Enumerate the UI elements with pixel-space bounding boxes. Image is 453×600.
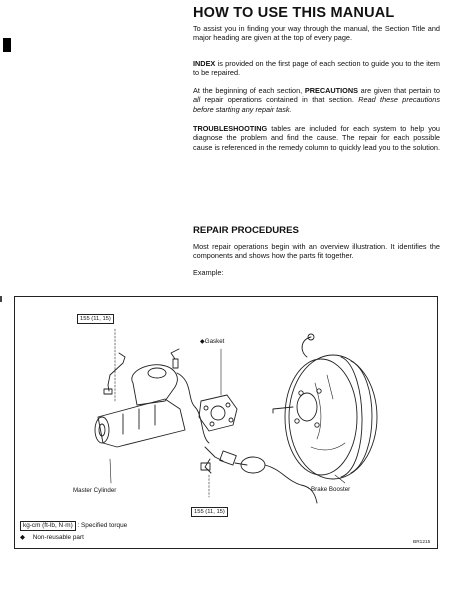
precautions-all: all (193, 95, 201, 105)
master-cylinder-label: Master Cylinder (73, 487, 117, 494)
example-illustration (14, 296, 438, 549)
brake-booster-label: Brake Booster (311, 486, 351, 493)
legend-symbol-desc: Non-reusable part (32, 534, 84, 541)
precautions-tail: repair operations contained in that section. (200, 95, 359, 105)
legend-units-row (20, 521, 127, 531)
repair-procedures-paragraph: Most repair operations begin with an overview illustration. It identifies the components and shows how the parts fit together. (193, 242, 440, 261)
legend-units-desc: : Specified torque (77, 522, 128, 529)
troubleshooting-paragraph (193, 124, 440, 152)
check-valve (220, 451, 237, 465)
intro-paragraph: To assist you in finding your way through the manual, the Section Title and major heading are given at the top of every page. (193, 24, 440, 43)
figure-code: BR1215 (413, 540, 431, 545)
torque-spec-top: 155 (11, 15) (77, 314, 114, 324)
precautions-term: PRECAUTIONS (304, 86, 358, 95)
page-title: HOW TO USE THIS MANUAL (193, 5, 395, 21)
index-paragraph (193, 59, 440, 78)
example-label: Example: (193, 268, 224, 277)
legend-units-box: kg-cm (ft-lb, N·m) (20, 521, 76, 531)
flare-nut-top (104, 389, 112, 394)
brake-booster (289, 355, 377, 479)
gasket-label: ◆Gasket (200, 338, 225, 345)
legend-symbol-row (20, 533, 84, 541)
diamond-icon: ◆ (20, 534, 25, 541)
reservoir-cap (148, 368, 166, 378)
precautions-paragraph (193, 86, 440, 114)
precautions-italic: Read these precautions before starting any repair task. (193, 95, 440, 114)
repair-procedures-heading: REPAIR PROCEDURES (193, 225, 299, 236)
precautions-lead: At the beginning of each section, (193, 86, 305, 95)
brake-line-top (110, 353, 125, 375)
master-cylinder-body (98, 399, 185, 447)
gasket (199, 395, 237, 431)
margin-tick (0, 296, 2, 302)
index-term: INDEX (193, 59, 216, 68)
torque-spec-bottom: 155 (11, 15) (191, 507, 228, 517)
precautions-mid: are given that pertain to (357, 86, 440, 95)
troubleshooting-text: tables are included for each system to help you diagnose the problem and find the cause. The repair for each possible cause is referenced in the remedy column to quickly lead you to the solution. (193, 124, 441, 152)
vacuum-hose-bottom (265, 465, 317, 503)
reservoir (132, 365, 177, 405)
index-text: is provided on the first page of each section to guide you to the item to be repaired. (193, 59, 440, 78)
troubleshooting-term: TROUBLESHOOTING (193, 124, 268, 133)
section-tab-marker (3, 38, 11, 52)
